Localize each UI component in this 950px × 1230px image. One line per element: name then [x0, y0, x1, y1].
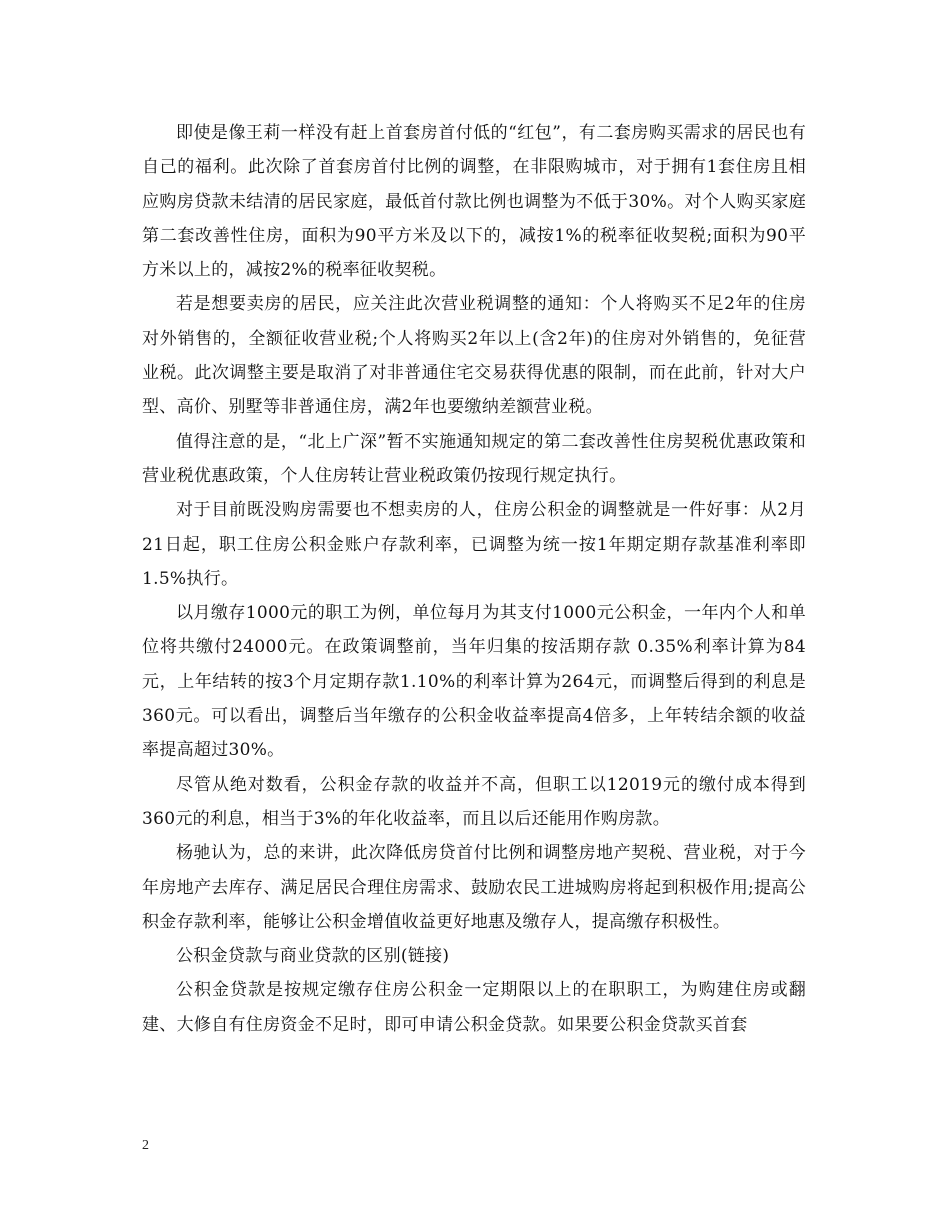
page-number: 2	[142, 1138, 149, 1153]
paragraph-business-tax-selling: 若是想要卖房的居民，应关注此次营业税调整的通知：个人将购买不足2年的住房对外销售的，全额征收营业税;个人将购买2年以上(含2年)的住房对外销售的，免征营业税。此次调整主要是取消了对非普通住宅交易获得优惠的限制，而在此前，针对大户型、高价、别墅等非普通住房，满2年也要缴纳差额营业税。	[142, 294, 806, 418]
paragraph-link-heading: 公积金贷款与商业贷款的区别(链接)	[176, 946, 450, 967]
document-body	[142, 116, 806, 1042]
paragraph-expert-opinion: 杨驰认为，总的来讲，此次降低房贷首付比例和调整房地产契税、营业税，对于今年房地产去库存、满足居民合理住房需求、鼓励农民工进城购房将起到积极作用;提高公积金存款利率，能够让公积金增值收益更好地惠及缴存人，提高缴存积极性。	[142, 843, 806, 932]
paragraph-provident-fund-rate: 对于目前既没购房需要也不想卖房的人，住房公积金的调整就是一件好事：从2月21日起，职工住房公积金账户存款利率，已调整为统一按1年期定期存款基准利率即1.5%执行。	[142, 500, 806, 589]
paragraph-annual-return: 尽管从绝对数看，公积金存款的收益并不高，但职工以12019元的缴付成本得到360元的利息，相当于3%的年化收益率，而且以后还能用作购房款。	[142, 774, 806, 829]
paragraph-interest-example: 以月缴存1000元的职工为例，单位每月为其支付1000元公积金，一年内个人和单位将共缴付24000元。在政策调整前，当年归集的按活期存款 0.35%利率计算为84元，上年结转的按3个月定期存款1.10%的利率计算为264元，而调整后得到的利息是360元。可以看出，调整后当年缴存的公积金收益率提高4倍多，上年转结余额的收益率提高超过30%。	[142, 603, 806, 761]
paragraph-fund-loan-definition: 公积金贷款是按规定缴存住房公积金一定期限以上的在职职工，为购建住房或翻建、大修自有住房资金不足时，即可申请公积金贷款。如果要公积金贷款买首套	[142, 980, 806, 1035]
paragraph-tier-one-cities-note: 值得注意的是，“北上广深”暂不实施通知规定的第二套改善性住房契税优惠政策和营业税优惠政策，个人住房转让营业税政策仍按现行规定执行。	[142, 431, 806, 486]
paragraph-second-home-benefits: 即使是像王莉一样没有赶上首套房首付低的“红包”，有二套房购买需求的居民也有自己的福利。此次除了首套房首付比例的调整，在非限购城市，对于拥有1套住房且相应购房贷款未结清的居民家庭，最低首付款比例也调整为不低于30%。对个人购买家庭第二套改善性住房，面积为90平方米及以下的，减按1%的税率征收契税;面积为90平方米以上的，减按2%的税率征收契税。	[142, 123, 806, 281]
